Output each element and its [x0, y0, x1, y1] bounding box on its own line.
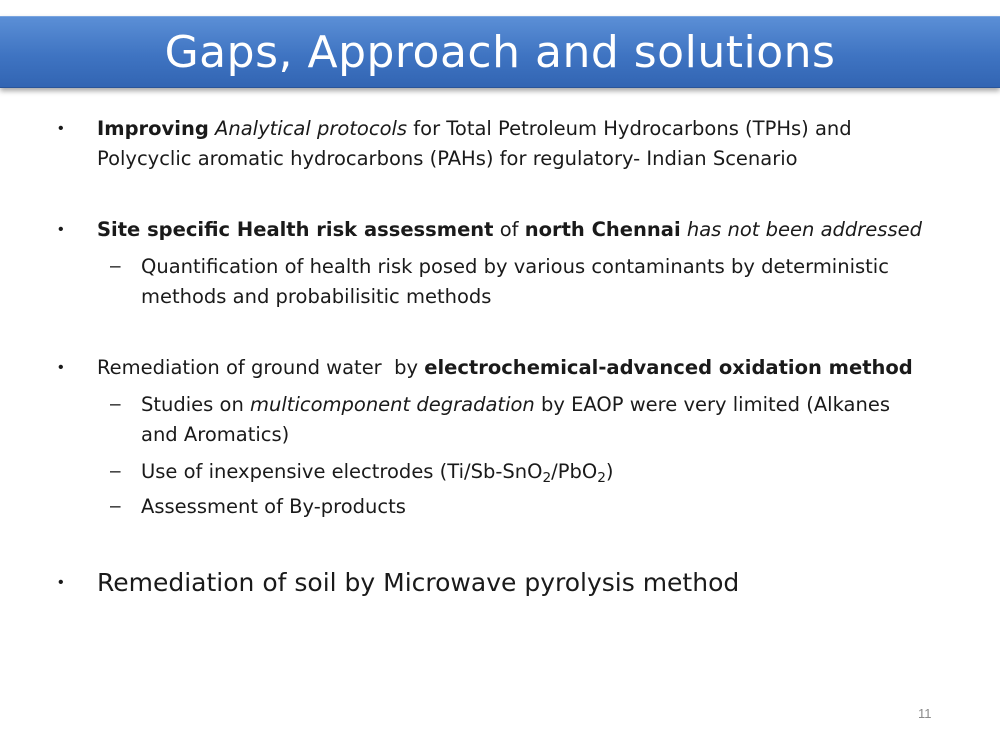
bold-phrase: north Chennai [524, 218, 681, 241]
bullet-text [97, 353, 927, 383]
bold-phrase: Site specific Health risk assessment [97, 218, 494, 241]
italic-phrase: Analytical protocols [215, 117, 408, 140]
bullet-dot: • [58, 359, 64, 376]
text-span: Use of inexpensive electrodes (Ti/Sb-SnO [141, 460, 543, 483]
sub-bullet-dash: – [110, 496, 121, 517]
text-span: for Total Petroleum Hydrocarbons (TPHs) and Polycyclic aromatic hydrocarbons (PAHs) for regulatory- Indian Scenario [97, 117, 852, 170]
sub-bullet-dash: – [110, 394, 121, 415]
sub-bullet-text: Quantification of health risk posed by various contaminants by deterministic methods and probabilisitic methods [141, 255, 889, 308]
bullet-dot: • [58, 221, 64, 238]
subscript: 2 [597, 470, 606, 487]
text-span: Studies on [141, 393, 251, 416]
text-span: /PbO [551, 460, 598, 483]
sub-bullet-dash: – [110, 256, 121, 277]
text-span: of [493, 218, 525, 241]
bullet-text [97, 215, 927, 245]
text-span: ) [605, 460, 614, 483]
page-number: 11 [918, 706, 932, 721]
text-span: by EAOP were very limited (Alkanes and Aromatics) [141, 393, 890, 446]
sub-bullet-text: Assessment of By-products [141, 495, 406, 518]
bullet-dot: • [58, 120, 64, 137]
sub-bullet-text [141, 457, 931, 487]
bold-phrase: electrochemical-advanced oxidation method [424, 356, 913, 379]
slide-title: Gaps, Approach and solutions [164, 26, 836, 78]
sub-bullet-dash: – [110, 461, 121, 482]
italic-phrase: has not been addressed [686, 218, 922, 241]
bullet-text [97, 114, 927, 174]
italic-phrase: multicomponent degradation [250, 393, 535, 416]
bold-phrase: Improving [97, 117, 209, 140]
sub-bullet-text [141, 390, 931, 450]
bullet-text: Remediation of soil by Microwave pyrolysis method [97, 568, 740, 597]
text-span: Remediation of ground water by [97, 356, 425, 379]
subscript: 2 [542, 470, 552, 487]
bullet-dot: • [58, 574, 64, 591]
